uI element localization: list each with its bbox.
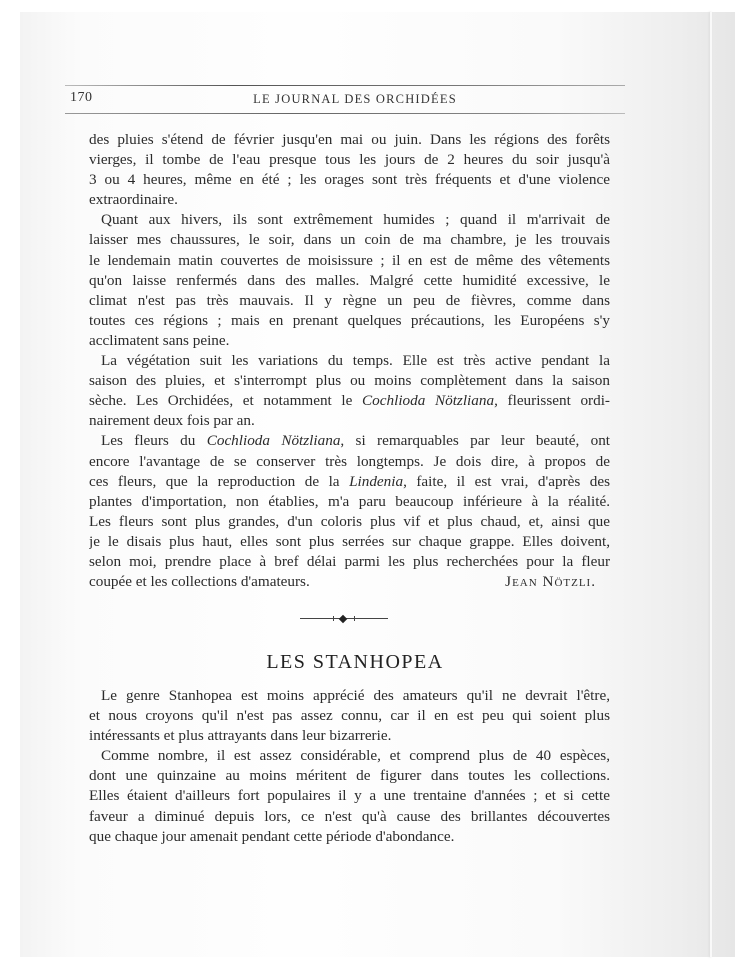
text-line: et nous croyons qu'il n'est pas assez connu, car il en est peu qui soient plus: [89, 707, 610, 725]
text-line: 3 ou 4 heures, même en été ; les orages sont très fréquents et d'une violence: [89, 171, 610, 189]
header-rule-top: [65, 85, 625, 86]
text-line: que chaque jour amenait pendant cette période d'abondance.: [89, 827, 455, 845]
closing-line: [89, 572, 610, 592]
text-line: Comme nombre, il est assez considérable, et comprend plus de 40 espèces,: [101, 747, 610, 765]
text-line: sèche. Les Orchidées, et notamment le Cochlioda Nötzliana, fleurissent ordi-: [89, 392, 610, 410]
text-line: dont une quinzaine au moins méritent de figurer dans toutes les collections.: [89, 767, 610, 785]
page-fold-shadow: [710, 12, 712, 957]
text-line: Quant aux hivers, ils sont extrêmement humides ; quand il m'arrivait de: [101, 211, 610, 229]
text-line: nairement deux fois par an.: [89, 412, 255, 430]
running-title: LE JOURNAL DES ORCHIDÉES: [253, 92, 457, 106]
text-line: plantes d'importation, non établies, m'a paru beaucoup inférieure à la réalité.: [89, 492, 610, 510]
text-line: selon moi, prendre place à bref délai parmi les plus recherchées pour la fleur: [89, 552, 610, 570]
text-line: Elles étaient d'ailleurs fort populaires il y a une trentaine d'années ; et si cette: [89, 787, 610, 805]
text-line: faveur a diminué depuis lors, ce n'est qu'à cause des brillantes découvertes: [89, 807, 610, 825]
text-line: des pluies s'étend de février jusqu'en mai ou juin. Dans les régions des forêts: [89, 131, 610, 148]
text-line: Les fleurs du Cochlioda Nötzliana, si remarquables par leur beauté, ont: [101, 432, 610, 450]
text-line: le lendemain matin couvertes de moisissure ; il en est de même des vêtements: [89, 251, 610, 269]
page-number: 170: [70, 90, 93, 105]
article-body-stanhopea: [89, 686, 610, 847]
text-line: La végétation suit les variations du temps. Elle est très active pendant la: [101, 352, 610, 370]
text-line: saison des pluies, et s'interrompt plus ou moins complètement dans la saison: [89, 372, 610, 390]
text-line: je le disais plus haut, elles sont plus serrées sur chaque grappe. Elles doivent,: [89, 532, 610, 550]
text-line: vierges, il tombe de l'eau presque tous les jours de 2 heures du soir jusqu'à: [89, 151, 610, 169]
text-line: Le genre Stanhopea est moins apprécié des amateurs qu'il ne devrait l'être,: [101, 687, 610, 704]
text-line: extraordinaire.: [89, 191, 178, 209]
author-signature: Jean Nötzli.: [505, 573, 596, 591]
section-heading: LES STANHOPEA: [266, 651, 444, 673]
text-line: qu'on laisse renfermés dans des malles. Malgré cette humidité excessive, le: [89, 271, 610, 289]
article-body-cochlioda: [89, 130, 610, 592]
section-separator-ornament: [300, 616, 388, 622]
text-line: climat n'est pas très mauvais. Il y règne un peu de fièvres, comme dans: [89, 291, 610, 309]
header-rule-bottom: [65, 113, 625, 114]
text-line: Les fleurs sont plus grandes, d'un coloris plus vif et plus chaud, et, ainsi que: [89, 512, 610, 530]
text-line: intéressants et plus attrayants dans leur bizarrerie.: [89, 727, 392, 745]
closing-text: coupée et les collections d'amateurs.: [89, 573, 310, 591]
text-line: acclimatent sans peine.: [89, 331, 230, 349]
text-line: encore l'avantage de se conserver très longtemps. Je dois dire, à propos de: [89, 452, 610, 470]
text-line: toutes ces régions ; mais en prenant quelques précautions, les Européens s'y: [89, 311, 610, 329]
text-line: ces fleurs, que la reproduction de la Lindenia, faite, il est vrai, d'après des: [89, 472, 610, 490]
text-line: laisser mes chaussures, le soir, dans un coin de ma chambre, je les trouvais: [89, 231, 610, 249]
